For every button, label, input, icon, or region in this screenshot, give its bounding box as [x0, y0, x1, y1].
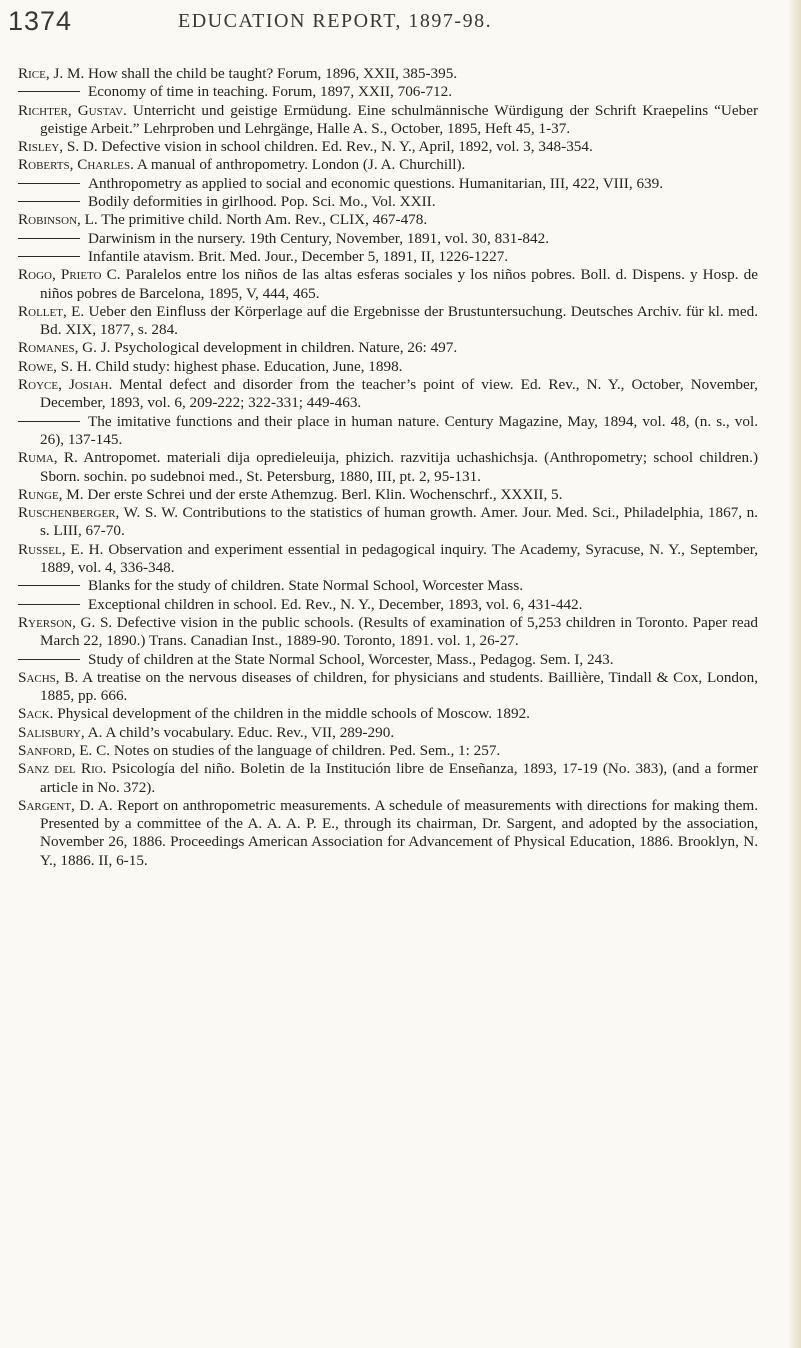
bibliography-entry: [18, 651, 758, 669]
entry-author: Sachs, B.: [18, 668, 79, 686]
bibliography-entry: [18, 102, 758, 139]
entry-citation: The primitive child. North Am. Rev., CLIX, 467-478.: [97, 211, 428, 229]
bibliography-entry: [18, 248, 758, 266]
bibliography-entry: [18, 742, 758, 760]
bibliography-entry: [18, 504, 758, 541]
entry-citation: Observation and experiment essential in pedagogical inquiry. The Academy, Syracuse, N. Y., September, 1889, vol. 4, 336-348.: [40, 540, 758, 577]
entry-citation: Notes on studies of the language of children. Ped. Sem., 1: 257.: [110, 741, 501, 759]
bibliography-entry: [18, 577, 758, 595]
entry-author: Rollet, E.: [18, 302, 85, 320]
entry-author: Roberts, Charles.: [18, 156, 134, 174]
bibliography-entry: [18, 339, 758, 357]
same-author-dash: [18, 201, 80, 202]
entry-citation: A treatise on the nervous diseases of children, for physicians and students. Baillière, Tindall & Cox, London, 1885, pp. 666.: [40, 668, 759, 705]
entry-citation: Der erste Schrei und der erste Athemzug. Berl. Klin. Wochenschrf., XXXII, 5.: [83, 485, 563, 503]
bibliography-entry: [18, 797, 758, 870]
bibliography-entry: [18, 138, 758, 156]
bibliography-entry: [18, 83, 758, 101]
entry-citation: Exceptional children in school. Ed. Rev., N. Y., December, 1893, vol. 6, 431-442.: [88, 595, 583, 613]
bibliography-entry: [18, 230, 758, 248]
bibliography-entry: [18, 193, 758, 211]
bibliography-entry: [18, 413, 758, 450]
entry-citation: Psicología del niño. Boletin de la Institución libre de Enseñanza, 1893, 17-19 (No. 383), (and a former article in No. 372).: [40, 760, 758, 796]
entry-citation: Mental defect and disorder from the teacher’s point of view. Ed. Rev., N. Y., October, November, December, 1893, vol. 6, 209-222; 322-331; 449-463.: [40, 376, 758, 412]
page-edge: [787, 0, 801, 1348]
entry-citation: Defective vision in the public schools. (Results of examination of 5,253 children in Toronto. Paper read March 22, 1890.) Trans. Canadian Inst., 1889-90. Toronto, 1891. vol. 1, 26-27.: [40, 613, 758, 650]
entry-citation: Child study: highest phase. Education, June, 1898.: [91, 357, 403, 375]
entry-author: Sack.: [18, 705, 54, 723]
bibliography-entry: [18, 65, 758, 83]
same-author-dash: [18, 256, 80, 257]
bibliography-entry: [18, 541, 758, 578]
entry-author: Runge, M.: [18, 485, 84, 503]
entry-author: Rice, J. M.: [18, 65, 85, 82]
running-head: EDUCATION REPORT, 1897-98.: [178, 10, 493, 32]
bibliography-entry: [18, 376, 758, 413]
bibliography-entry: [18, 303, 758, 340]
bibliography-entry: [18, 596, 758, 614]
entry-citation: Psychological development in children. Nature, 26: 497.: [110, 339, 458, 357]
bibliography-entry: [18, 211, 758, 229]
entry-author: Rogo, Prieto C.: [18, 266, 121, 284]
bibliography-entry: [18, 486, 758, 504]
same-author-dash: [18, 585, 80, 586]
bibliography-entry: [18, 358, 758, 376]
entry-author: Risley, S. D.: [18, 138, 98, 156]
entry-author: Rowe, S. H.: [18, 357, 92, 375]
entry-citation: Anthropometry as applied to social and economic questions. Humanitarian, III, 422, VIII, 639.: [88, 174, 664, 192]
entry-citation: Physical development of the children in the middle schools of Moscow. 1892.: [53, 705, 530, 723]
entry-citation: Economy of time in teaching. Forum, 1897, XXII, 706-712.: [88, 83, 453, 101]
entry-author: Salisbury, A.: [18, 723, 103, 741]
entry-citation: Study of children at the State Normal School, Worcester, Mass., Pedagog. Sem. I, 243.: [88, 650, 614, 668]
entry-author: Sargent, D. A.: [18, 796, 113, 814]
bibliography-entry: [18, 175, 758, 193]
entry-author: Ruma, R.: [18, 449, 78, 467]
entry-citation: Antropomet. materiali dija opredieleuija, phizich. razvitija uchashichsja. (Anthropometry; school children.) Sborn. sochin. po sudebnoi med., St. Petersburg, 1880, III, pt. 2, 95-131.: [40, 449, 758, 485]
entry-author: Russel, E. H.: [18, 540, 104, 558]
entry-citation: Paralelos entre los niños de las altas esferas sociales y los niños pobres. Boll. d. Dispens. y Hosp. de niños pobres de Barcelona, 1895, V, 444, 465.: [40, 266, 758, 302]
entry-citation: Unterricht und geistige Ermüdung. Eine schulmännische Würdigung der Schrift Kraepelins “Ueber geistige Arbeit.” Lehrproben und Lehrgänge, Halle A. S., October, 1895, Heft 45, 1-37.: [40, 101, 759, 137]
entry-author: Royce, Josiah.: [18, 376, 113, 394]
entry-citation: Darwinism in the nursery. 19th Century, November, 1891, vol. 30, 831-842.: [88, 229, 549, 247]
bibliography-list: [18, 65, 758, 870]
entry-citation: Blanks for the study of children. State Normal School, Worcester Mass.: [88, 577, 524, 595]
entry-citation: Ueber den Einfluss der Körperlage auf die Ergebnisse der Brustuntersuchung. Deutsches Archiv. für kl. med. Bd. XIX, 1877, s. 284.: [40, 302, 758, 339]
entry-citation: Report on anthropometric measurements. A schedule of measurements with directions for making them. Presented by a committee of the A. A. A. P. E., through its chairman, Dr. Sargent, and adopted by the association, November 26, 1886. Proceedings American Association for Advancement of Physical Education, 1886. Brooklyn, N. Y., 1886. II, 6-15.: [40, 796, 758, 869]
entry-citation: Bodily deformities in girlhood. Pop. Sci. Mo., Vol. XXII.: [88, 193, 436, 211]
bibliography-entry: [18, 614, 758, 651]
entry-author: Richter, Gustav.: [18, 101, 127, 119]
same-author-dash: [18, 91, 80, 92]
page-number: 1374: [8, 6, 73, 36]
bibliography-entry: [18, 760, 758, 797]
entry-citation: The imitative functions and their place in human nature. Century Magazine, May, 1894, vol. 48, (n. s., vol. 26), 137-145.: [40, 412, 758, 448]
bibliography-entry: [18, 705, 758, 723]
bibliography-entry: [18, 266, 758, 303]
bibliography-entry: [18, 449, 758, 486]
entry-author: Ryerson, G. S.: [18, 613, 113, 631]
entry-citation: Defective vision in school children. Ed. Rev., N. Y., April, 1892, vol. 3, 348-354.: [97, 138, 593, 156]
entry-citation: A manual of anthropometry. London (J. A. Churchill).: [133, 156, 466, 174]
entry-author: Romanes, G. J.: [18, 339, 111, 357]
bibliography-entry: [18, 724, 758, 742]
same-author-dash: [18, 659, 80, 660]
bibliography-entry: [18, 669, 758, 706]
entry-author: Sanford, E. C.: [18, 741, 111, 759]
page-header: [8, 6, 748, 46]
same-author-dash: [18, 238, 80, 239]
entry-author: Ruschenberger, W. S. W.: [18, 504, 179, 522]
same-author-dash: [18, 183, 80, 184]
entry-citation: How shall the child be taught? Forum, 1896, XXII, 385-395.: [84, 65, 458, 82]
same-author-dash: [18, 604, 80, 605]
entry-citation: Contributions to the statistics of human growth. Amer. Jour. Med. Sci., Philadelphia, 1867, n. s. LIII, 67-70.: [40, 504, 758, 540]
entry-citation: A child’s vocabulary. Educ. Rev., VII, 289-290.: [102, 723, 395, 741]
same-author-dash: [18, 421, 80, 422]
entry-author: Sanz del Rio.: [18, 760, 107, 778]
bibliography-entry: [18, 156, 758, 174]
entry-citation: Infantile atavism. Brit. Med. Jour., December 5, 1891, II, 1226-1227.: [88, 247, 509, 265]
entry-author: Robinson, L.: [18, 211, 98, 229]
